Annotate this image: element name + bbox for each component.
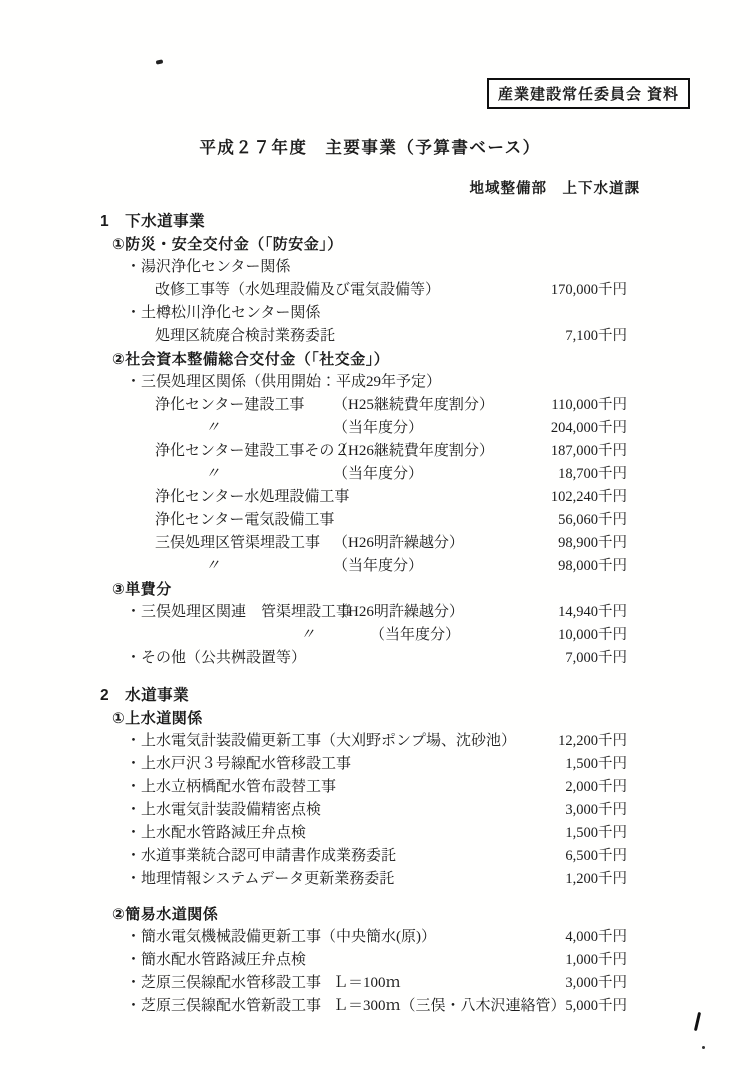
line-note: Ｌ＝100ｍ [333,975,401,991]
line-label: 〃 [205,466,221,482]
line-amount: 1,500千円 [565,825,627,841]
budget-line [0,302,750,325]
budget-line [0,348,750,371]
line-label: ①上水道関係 [112,710,203,727]
line-amount: 3,000千円 [565,975,627,991]
line-label: ・上水配水管路減圧弁点検 [126,825,307,841]
budget-line [0,325,750,348]
line-note: （当年度分） [333,558,424,574]
line-amount: 110,000千円 [551,397,627,413]
budget-line [0,509,750,532]
budget-line [0,799,750,822]
budget-line [0,555,750,578]
line-amount: 102,240千円 [550,489,627,505]
line-label: ・その他（公共桝設置等） [126,650,307,666]
budget-line [0,684,750,707]
line-label: 浄化センター電気設備工事 [155,512,335,528]
page-title: 平成２７年度 主要事業（予算書ベース） [199,139,541,157]
line-amount: 98,000千円 [558,558,627,574]
line-amount: 1,000千円 [565,952,627,968]
line-amount: 3,000千円 [565,802,627,818]
line-amount: 98,900千円 [558,535,627,551]
line-amount: 1,200千円 [565,871,627,887]
stamp-committee-name: 産業建設常任委員会 [498,86,643,103]
line-amount: 204,000千円 [550,420,627,436]
budget-line [0,949,750,972]
budget-line [0,845,750,868]
line-label: ・湯沢浄化センター関係 [126,259,291,275]
budget-line [0,578,750,601]
line-label: ・地理情報システムデータ更新業務委託 [126,871,395,887]
line-amount: 1,500千円 [565,756,627,772]
budget-line [0,972,750,995]
stamp-material-label: 資料 [646,86,679,103]
line-label: ・上水電気計装設備精密点検 [126,802,322,818]
line-label: ②簡易水道関係 [112,906,219,923]
line-label: 1 下水道事業 [100,213,206,230]
line-amount: 7,000千円 [565,650,627,666]
line-note: （当年度分） [333,420,424,436]
line-label: 浄化センター建設工事その２ [155,443,350,459]
budget-line [0,995,750,1018]
budget-line [0,463,750,486]
scan-artifact-dot [702,1046,705,1049]
line-amount: 6,500千円 [565,848,627,864]
line-amount: 12,200千円 [558,733,627,749]
line-label: 三俣処理区管渠埋設工事 [155,535,321,551]
committee-stamp-box [487,78,690,109]
line-label: ・三俣処理区関連 管渠埋設工事 [126,604,352,620]
budget-line [0,707,750,730]
line-label: ③単費分 [112,581,172,598]
line-label: ・三俣処理区関係（供用開始：平成29年予定） [126,374,442,390]
line-note: （H26明許繰越分） [333,535,464,551]
budget-line [0,371,750,394]
budget-line [0,210,750,233]
budget-line [0,256,750,279]
line-label: ①防災・安全交付金（「防安金」） [112,236,343,253]
line-note: （当年度分） [370,627,461,643]
line-note: （H25継続費年度割分） [333,397,494,413]
line-label: 浄化センター建設工事 [155,397,305,413]
budget-line [0,822,750,845]
line-label: 〃 [205,420,221,436]
department-label: 地域整備部 上下水道課 [469,181,640,197]
line-note: Ｌ＝300ｍ（三俣・八木沢連絡管） [333,998,566,1014]
budget-line [0,233,750,256]
budget-line [0,926,750,949]
budget-line [0,624,750,647]
line-label: ②社会資本整備総合交付金（「社交金」） [112,351,390,368]
budget-line [0,601,750,624]
line-label: ・水道事業統合認可申請書作成業務委託 [126,848,397,864]
line-amount: 18,700千円 [558,466,627,482]
budget-line [0,776,750,799]
line-label: ・上水戸沢３号線配水管移設工事 [126,756,352,772]
line-amount: 5,000千円 [565,998,627,1014]
line-label: 改修工事等（水処理設備及び電気設備等） [155,282,441,298]
budget-line [0,394,750,417]
line-amount: 170,000千円 [550,282,627,298]
line-label: 〃 [205,558,221,574]
line-amount: 4,000千円 [565,929,627,945]
budget-line [0,417,750,440]
line-label: 浄化センター水処理設備工事 [155,489,350,505]
line-label: ・芝原三俣線配水管新設工事 [126,998,322,1014]
budget-line [0,647,750,670]
budget-line [0,279,750,302]
line-label: 処理区統廃合検討業務委託 [155,328,336,344]
line-label: ・簡水電気機械設備更新工事（中央簡水(原)） [126,929,436,945]
line-amount: 7,100千円 [565,328,627,344]
line-amount: 14,940千円 [558,604,627,620]
line-label: ・上水電気計装設備更新工事（大刈野ポンプ場、沈砂池） [126,733,517,749]
budget-line [0,868,750,891]
line-amount: 2,000千円 [565,779,627,795]
line-note: （H26明許繰越分） [333,604,464,620]
line-label: ・簡水配水管路減圧弁点検 [126,952,307,968]
line-label: ・土樽松川浄化センター関係 [126,305,321,321]
budget-line [0,440,750,463]
budget-line [0,486,750,509]
budget-line [0,532,750,555]
line-label: 〃 [300,627,316,643]
line-amount: 187,000千円 [550,443,627,459]
budget-line [0,903,750,926]
budget-line [0,730,750,753]
line-note: （当年度分） [333,466,424,482]
budget-line [0,753,750,776]
line-note: （H26継続費年度割分） [333,443,494,459]
budget-lines [0,210,750,1018]
line-label: ・芝原三俣線配水管移設工事 [126,975,322,991]
line-amount: 56,060千円 [558,512,627,528]
line-label: 2 水道事業 [100,687,190,704]
line-label: ・上水立柄橋配水管布設替工事 [126,779,337,795]
scan-artifact-speck [156,59,164,64]
line-amount: 10,000千円 [558,627,627,643]
